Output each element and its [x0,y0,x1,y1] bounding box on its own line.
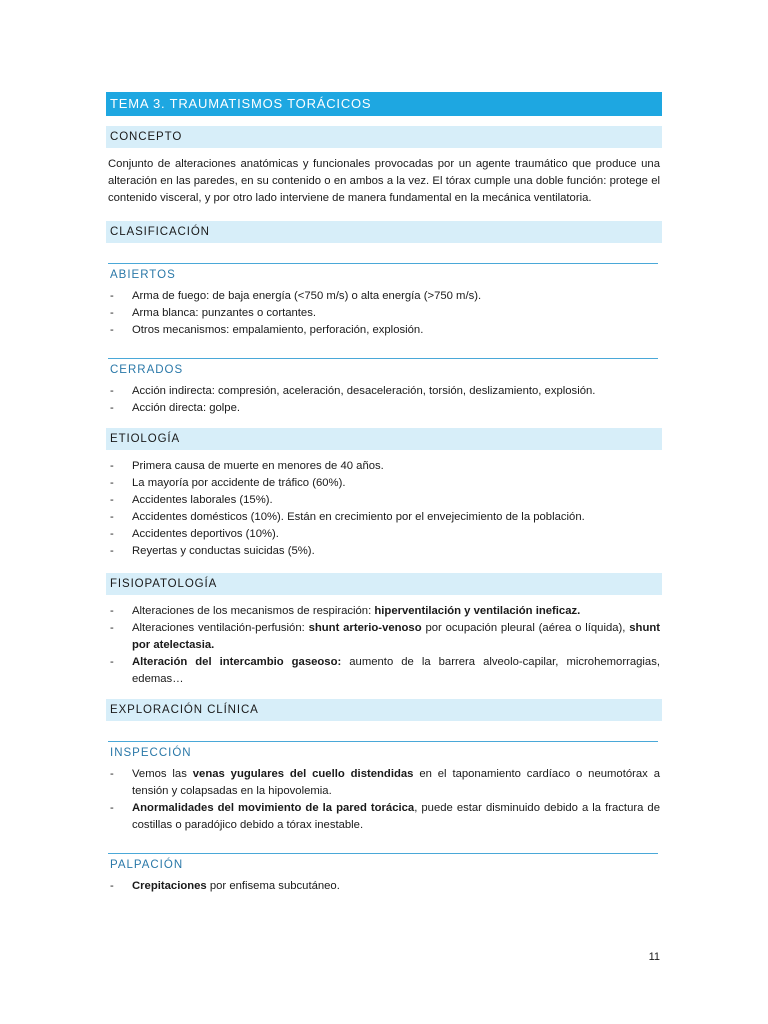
section-heading-exploracion: EXPLORACIÓN CLÍNICA [106,699,662,721]
list-item: - Primera causa de muerte en menores de 40 años. [106,458,662,475]
list-item: - Accidentes domésticos (10%). Están en crecimiento por el envejecimiento de la población. [106,509,662,526]
list-item [106,620,662,654]
list-item: - La mayoría por accidente de tráfico (60%). [106,475,662,492]
document-title: TEMA 3. TRAUMATISMOS TORÁCICOS [106,92,662,116]
list-item [106,654,662,688]
item-text: en el taponamiento cardíaco o neumotórax a tensión y colapsadas en la hipovolemia. [132,768,660,797]
list-item: - Accidentes deportivos (10%). [106,526,662,543]
list-item [106,800,662,834]
item-emphasis: venas yugulares del cuello distendidas [192,768,414,780]
list-item: - Acción directa: golpe. [106,400,662,417]
list-item: - Reyertas y conductas suicidas (5%). [106,543,662,560]
section-heading-concepto: CONCEPTO [106,126,662,148]
subheading-cerrados: CERRADOS [108,358,658,378]
item-text: Alteraciones ventilación-perfusión: [132,622,309,634]
subheading-inspeccion: INSPECCIÓN [108,741,658,761]
item-emphasis: hiperventilación y ventilación ineficaz. [374,605,581,617]
item-emphasis: Crepitaciones [132,880,207,892]
etiologia-list [106,458,662,560]
list-item: - Otros mecanismos: empalamiento, perforación, explosión. [106,322,662,339]
list-item [106,878,662,895]
list-item [106,766,662,800]
item-text: aumento de la barrera alveolo-capilar, microhemorragias, edemas… [132,656,660,685]
item-text: Vemos las [132,768,193,780]
item-emphasis: shunt por atelectasia. [132,622,661,651]
list-item: - Arma de fuego: de baja energía (<750 m/s) o alta energía (>750 m/s). [106,288,662,305]
item-emphasis: Alteración del intercambio gaseoso: [132,656,342,668]
item-text: por ocupación pleural (aérea o líquida), [421,622,630,634]
list-item: - Arma blanca: punzantes o cortantes. [106,305,662,322]
item-emphasis: shunt arterio-venoso [308,622,422,634]
list-item: - Acción indirecta: compresión, aceleración, desaceleración, torsión, deslizamiento, explosión. [106,383,662,400]
page-number: 11 [648,951,660,963]
fisiopatologia-list [106,603,662,688]
palpacion-list [106,878,662,895]
cerrados-list [106,383,662,417]
subheading-palpacion: PALPACIÓN [108,853,658,873]
item-emphasis: Anormalidades del movimiento de la pared torácica [132,802,415,814]
item-text: por enfisema subcutáneo. [206,880,340,892]
document-body [106,92,662,895]
item-text: , puede estar disminuido debido a la fractura de costillas o paradójico debido a tórax inestable. [132,802,660,831]
inspeccion-list [106,766,662,834]
abiertos-list [106,288,662,339]
list-item [106,603,662,620]
subheading-abiertos: ABIERTOS [108,263,658,283]
section-heading-etiologia: ETIOLOGÍA [106,428,662,450]
concepto-paragraph: Conjunto de alteraciones anatómicas y funcionales provocadas por un agente traumático que produce una alteración en las paredes, en su contenido o en ambos a la vez. El tórax cumple una doble función: protege el contenido visceral, y por otro lado interviene de manera fundamental en la mecánica ventilatoria. [108,158,660,204]
section-heading-fisiopatologia: FISIOPATOLOGÍA [106,573,662,595]
section-heading-clasificacion: CLASIFICACIÓN [106,221,662,243]
list-item: - Accidentes laborales (15%). [106,492,662,509]
item-text: Alteraciones de los mecanismos de respiración: [132,605,375,617]
